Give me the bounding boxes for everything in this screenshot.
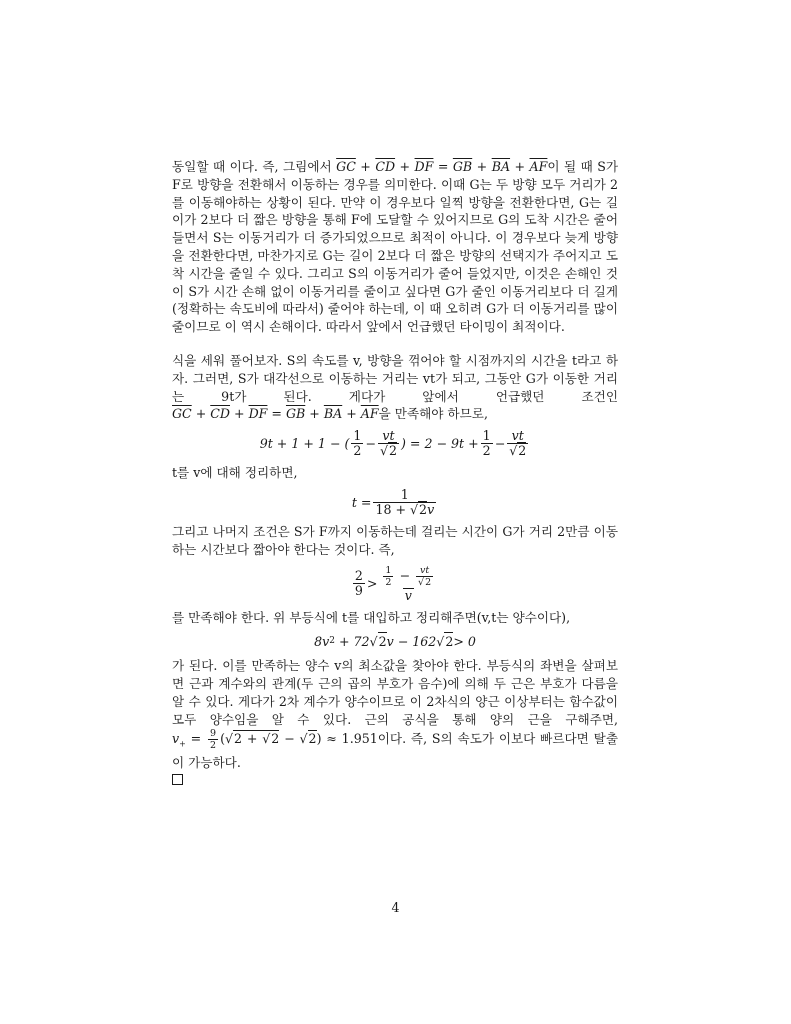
inline-math-root: $v_+$ = $\frac{9}{2}$ (√2 + √2 − √2) ≈ 1.951 bbox=[172, 728, 378, 752]
inline-math-path-equation: $\overline{GC} + \overline{CD} + \overline{DF} = \overline{GB} + \overline{BA} + \overline{AF}$ bbox=[336, 159, 548, 174]
equation-inequality: $\frac{2}{9}$ > $\frac{1}{2}$ − $\frac{vt}{√2}$ v bbox=[354, 564, 432, 603]
paragraph-solve-t: t를 v에 대해 정리하면, bbox=[172, 465, 298, 481]
paragraph-setup: 식을 세워 풀어보자. S의 속도를 v, 방향을 꺾어야 할 시점까지의 시간을 t라고 하자. 그러면, S가 대각선으로 이동하는 거리는 vt가 되고, 그동안 G가 이동한 거리는 9t가 된다. 게다가 앞에서 언급했던 조건인 $\overline{GC} + \overline{CD} + \overline{DF} = \overline{GB} + \overline{BA} + \overline{AF}$을 만족해야 하므로, bbox=[172, 352, 618, 422]
paragraph-timing-argument: 동일할 때 이다. 즉, 그림에서 $\overline{GC} + \overline{CD} + \overline{DF} = \overline{GB} + \overline{BA} + \overline{AF}$이 될 때 S가 F로 방향을 전환해서 이동하는 경우를 의미한다. 이때 G는 두 방향 모두 거리가 2를 이동해야하는 상황이 된다. 만약 이 경우보다 일찍 방향을 전환한다면, G는 길이가 2보다 더 짧은 방향을 통해 F에 도달할 수 있어지므로 G의 도착 시간은 줄어들면서 S는 이동거리가 더 증가되었으므로 최적이 아니다. 이 경우보다 늦게 방향을 전환한다면, 마찬가지로 G는 길이 2보다 더 짧은 방향의 선택지가 주어지고 도착 시간을 줄일 수 있다. 그리고 S의 이동거리가 줄어 들었지만, 이것은 손해인 것이 S가 시간 손해 없이 이동거리를 줄이고 싶다면 G가 줄인 이동거리보다 더 길게(정확하는 속도비에 따라서) 줄어야 하는데, 이 때 오히려 G가 더 이동거리를 많이 줄이므로 이 역시 손해이다. 따라서 앞에서 언급했던 타이밍이 최적이다. bbox=[172, 159, 619, 335]
equation-t: t = $\frac{1}{18 + √2v}$ bbox=[351, 486, 435, 517]
paragraph-conclusion: 가 된다. 이를 만족하는 양수 v의 최소값을 찾아야 한다. 부등식의 좌변을 살펴보면 근과 계수와의 관계(두 근의 곱의 부호가 음수)에 의해 두 근은 부호가 다름을 알 수 있다. 게다가 2차 계수가 양수이므로 이 2차식의 양근 이상부터는 함수값이 모두 양수임을 알 수 있다. 근의 공식을 통해 양의 근을 구해주면, $v_+$ = $\frac{9}{2}$ (√2 + √2 − √2) ≈ 1.951이다. 즉, S의 속도가 이보다 빠르다면 탈출이 가능하다. bbox=[172, 657, 618, 789]
document-body bbox=[172, 158, 618, 789]
paragraph-remaining-condition: 그리고 나머지 조건은 S가 F까지 이동하는데 걸리는 시간이 G가 거리 2만큼 이동하는 시간보다 짧아야 한다는 것이다. 즉, bbox=[172, 523, 618, 557]
paragraph-substitute: 를 만족해야 한다. 위 부등식에 t를 대입하고 정리해주면(v,t는 양수이다), bbox=[172, 609, 571, 625]
page-number: 4 bbox=[391, 900, 400, 915]
equation-distance: 9t + 1 + 1 − ( $\frac{1}{2}$ − $\frac{vt}{√2}$ ) = 2 − 9t + $\frac{1}{2}$ − $\frac{vt}{√2}$ bbox=[259, 428, 527, 459]
inline-math-condition: $\overline{GC} + \overline{CD} + \overline{DF} = \overline{GB} + \overline{BA} + \overline{AF}$ bbox=[172, 406, 379, 422]
qed-box-icon bbox=[172, 774, 183, 785]
equation-quadratic: 8v 2 + 72 √ 2 v − 162 √ 2 > 0 bbox=[314, 633, 476, 650]
